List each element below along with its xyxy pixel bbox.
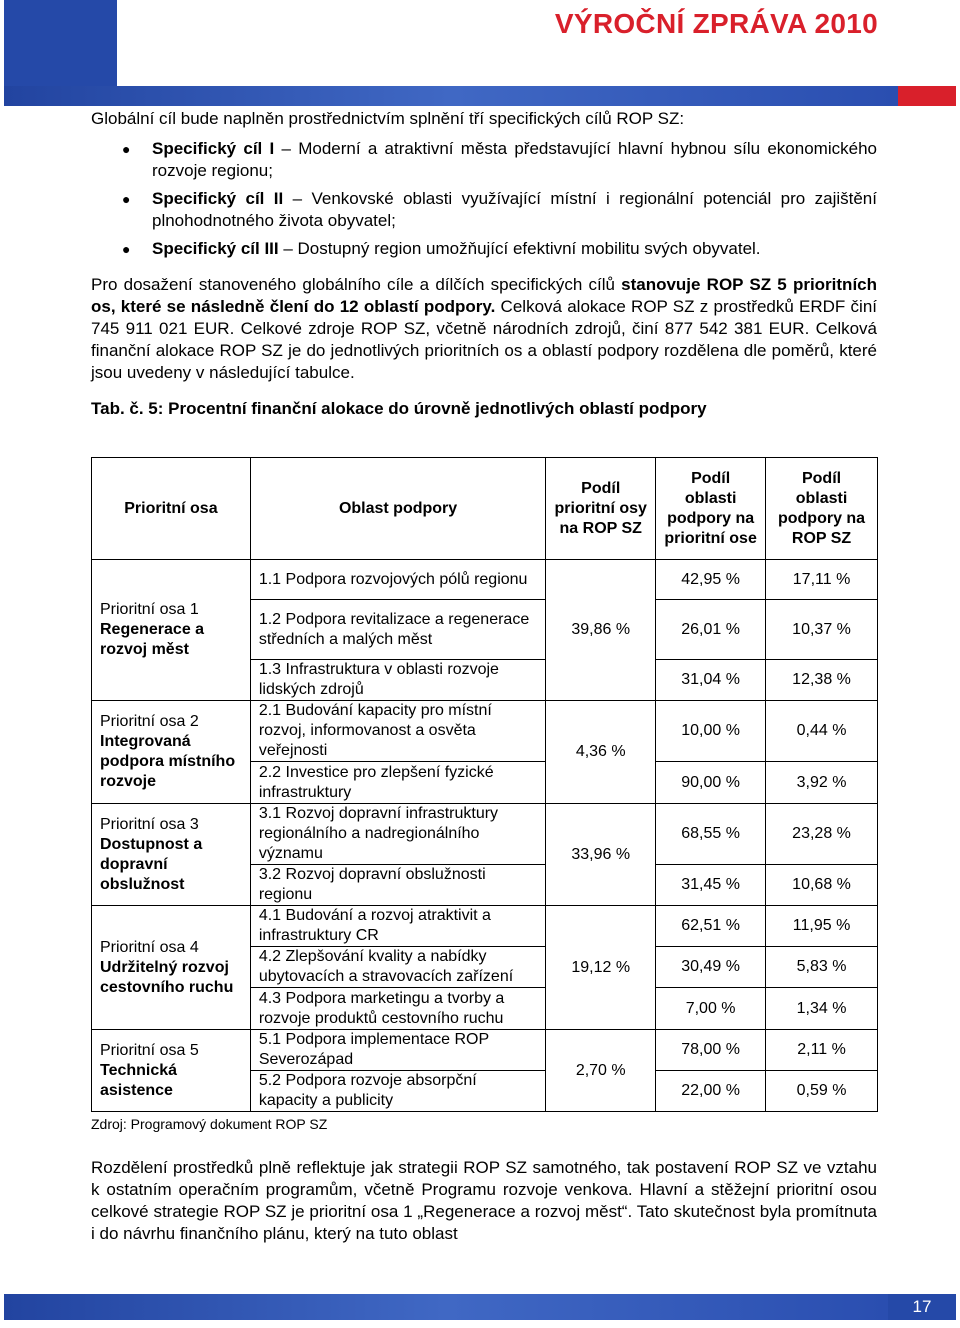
footer-bar-blue <box>4 1294 888 1320</box>
specific-goals-list <box>91 138 877 260</box>
table-row <box>92 701 878 762</box>
col-header-share-area-axis: Podíl oblasti podpory na prioritní ose <box>656 458 766 560</box>
area-rop-share: 2,11 % <box>766 1030 878 1071</box>
axis-name: Udržitelný rozvoj cestovního ruchu <box>100 958 234 996</box>
axis-name: Regenerace a rozvoj měst <box>100 621 205 658</box>
col-header-axis: Prioritní osa <box>92 458 251 560</box>
bullet-icon: ● <box>122 241 131 257</box>
paragraph-bold: stanovuje ROP SZ 5 prioritních os, které se následně člení do 12 oblastí podpory. <box>91 275 878 316</box>
goal-title: Specifický cíl II <box>152 189 284 208</box>
axis-label: Prioritní osa 5 <box>100 1041 199 1059</box>
area-cell: 4.1 Budování a rozvoj atraktivit a infrastruktury CR <box>250 906 545 947</box>
axis-share: 19,12 % <box>546 906 656 1030</box>
area-axis-share: 31,45 % <box>656 865 766 906</box>
axis-cell <box>92 701 251 804</box>
report-title: VÝROČNÍ ZPRÁVA 2010 <box>554 8 878 39</box>
area-cell: 1.1 Podpora rozvojových pólů regionu <box>250 560 545 600</box>
main-content <box>91 108 877 420</box>
area-rop-share: 1,34 % <box>766 988 878 1030</box>
area-axis-share: 30,49 % <box>656 947 766 988</box>
area-cell: 5.2 Podpora rozvoje absorpční kapacity a publicity <box>250 1071 545 1112</box>
area-axis-share: 10,00 % <box>656 701 766 762</box>
header-bar-red <box>898 86 956 106</box>
area-cell: 1.3 Infrastruktura v oblasti rozvoje lidských zdrojů <box>250 660 545 701</box>
axis-cell <box>92 906 251 1030</box>
col-header-share-axis: Podíl prioritní osy na ROP SZ <box>546 458 656 560</box>
table-row <box>92 560 878 600</box>
table-source: Zdroj: Programový dokument ROP SZ <box>91 1116 328 1132</box>
goal-item <box>91 138 877 182</box>
goal-title: Specifický cíl I <box>152 139 275 158</box>
axis-share: 4,36 % <box>546 701 656 804</box>
area-cell: 3.2 Rozvoj dopravní obslužnosti regionu <box>250 865 545 906</box>
area-rop-share: 12,38 % <box>766 660 878 701</box>
table-row <box>92 1030 878 1071</box>
bullet-icon: ● <box>122 191 131 207</box>
axis-label: Prioritní osa 4 <box>100 938 199 956</box>
area-axis-share: 22,00 % <box>656 1071 766 1112</box>
axis-label: Prioritní osa 3 <box>100 815 199 833</box>
area-rop-share: 11,95 % <box>766 906 878 947</box>
axis-share: 39,86 % <box>546 560 656 701</box>
table-row <box>92 906 878 947</box>
axis-name: Technická asistence <box>100 1061 178 1099</box>
area-cell: 5.1 Podpora implementace ROP Severozápad <box>250 1030 545 1071</box>
axis-cell <box>92 804 251 906</box>
goal-text: – Moderní a atraktivní města představující hlavní hybnou sílu ekonomického rozvoje regionu; <box>152 139 877 180</box>
area-rop-share: 0,59 % <box>766 1071 878 1112</box>
col-header-share-area-rop: Podíl oblasti podpory na ROP SZ <box>766 458 878 560</box>
area-cell: 2.2 Investice pro zlepšení fyzické infrastruktury <box>250 762 545 804</box>
axis-share: 33,96 % <box>546 804 656 906</box>
area-rop-share: 23,28 % <box>766 804 878 865</box>
area-rop-share: 5,83 % <box>766 947 878 988</box>
area-rop-share: 17,11 % <box>766 560 878 600</box>
bullet-icon: ● <box>122 141 131 157</box>
header-bar <box>4 86 956 106</box>
goal-text: – Venkovské oblasti využívající místní i regionální potenciál pro zajištění plnohodnotného života obyvatel; <box>152 189 877 230</box>
table-row <box>92 804 878 865</box>
goal-title: Specifický cíl III <box>152 239 279 258</box>
area-cell: 4.2 Zlepšování kvality a nabídky ubytovacích a stravovacích zařízení <box>250 947 545 988</box>
table-caption: Tab. č. 5: Procentní finanční alokace do úrovně jednotlivých oblastí podpory <box>91 399 707 418</box>
area-cell: 4.3 Podpora marketingu a tvorby a rozvoje produktů cestovního ruchu <box>250 988 545 1030</box>
footer-bar <box>4 1294 956 1320</box>
area-rop-share: 0,44 % <box>766 701 878 762</box>
area-rop-share: 10,37 % <box>766 600 878 660</box>
area-rop-share: 10,68 % <box>766 865 878 906</box>
area-axis-share: 90,00 % <box>656 762 766 804</box>
area-axis-share: 7,00 % <box>656 988 766 1030</box>
goal-text: – Dostupný region umožňující efektivní mobilitu svých obyvatel. <box>278 239 761 258</box>
paragraph-part: Pro dosažení stanoveného globálního cíle a dílčích specifických cílů <box>91 275 622 294</box>
axis-cell <box>92 560 251 701</box>
area-axis-share: 26,01 % <box>656 600 766 660</box>
paragraph-part: Celková alokace ROP SZ z prostředků ERDF činí 745 911 021 EUR. Celkové zdroje ROP SZ, včetně národních zdrojů, činí 877 542 381 EUR. Celková finanční alokace ROP SZ je do jednotlivých prioritních os a oblastí podpory rozdělena dle poměrů, které jsou uvedeny v následující tabulce. <box>91 297 878 382</box>
area-cell: 1.2 Podpora revitalizace a regenerace středních a malých měst <box>250 600 545 660</box>
page-number: 17 <box>888 1294 956 1320</box>
header-corner-block <box>4 0 117 86</box>
area-axis-share: 31,04 % <box>656 660 766 701</box>
area-rop-share: 3,92 % <box>766 762 878 804</box>
area-cell: 3.1 Rozvoj dopravní infrastruktury regionálního a nadregionálního významu <box>250 804 545 865</box>
goal-item <box>91 188 877 232</box>
axis-name: Integrovaná podpora místního rozvoje <box>100 733 236 790</box>
allocation-table <box>91 457 878 1112</box>
area-axis-share: 68,55 % <box>656 804 766 865</box>
area-axis-share: 42,95 % <box>656 560 766 600</box>
table-header-row <box>92 458 878 560</box>
axis-share: 2,70 % <box>546 1030 656 1112</box>
intro-text: Globální cíl bude naplněn prostřednictvím splnění tří specifických cílů ROP SZ: <box>91 109 685 128</box>
area-axis-share: 78,00 % <box>656 1030 766 1071</box>
closing-paragraph: Rozdělení prostředků plně reflektuje jak strategii ROP SZ samotného, tak postavení ROP SZ ve vztahu k ostatním operačním programům, včetně Programu rozvoje venkova. Hlavní a stěžejní prioritní osou celkové strategie ROP SZ je prioritní osa 1 „Regenerace a rozvoj měst“. Tato skutečnost byla promítnuta i do návrhu finančního plánu, který na tuto oblast <box>91 1158 877 1243</box>
area-axis-share: 62,51 % <box>656 906 766 947</box>
header-bar-blue <box>4 86 898 106</box>
goal-item <box>91 238 877 260</box>
area-cell: 2.1 Budování kapacity pro místní rozvoj, informovanost a osvěta veřejnosti <box>250 701 545 762</box>
col-header-area: Oblast podpory <box>250 458 545 560</box>
axis-label: Prioritní osa 1 <box>100 601 199 618</box>
axis-label: Prioritní osa 2 <box>100 713 199 730</box>
axis-name: Dostupnost a dopravní obslužnost <box>100 835 203 893</box>
allocation-paragraph <box>91 274 877 384</box>
axis-cell <box>92 1030 251 1112</box>
